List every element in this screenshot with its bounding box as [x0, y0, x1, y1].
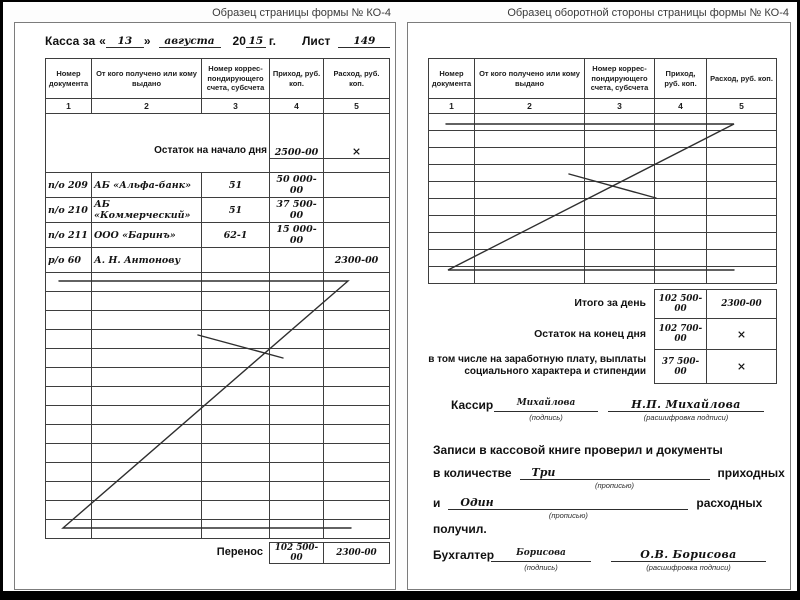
received-text: получил. [433, 522, 487, 536]
col-header-prihod: Приход, руб. коп. [655, 59, 707, 99]
verify-statement: Записи в кассовой книге проверил и документы [433, 443, 723, 457]
total-day-label: Итого за день [574, 297, 646, 309]
empty-row [46, 425, 390, 444]
closing-balance-label: Остаток на конец дня [534, 328, 646, 340]
kassa-date-line [45, 34, 390, 48]
empty-row [46, 482, 390, 501]
propisyu-caption: (прописью) [548, 511, 588, 520]
payee: АБ «Коммерческий» [92, 198, 202, 223]
table-row [46, 248, 390, 273]
perenos-label: Перенос [216, 546, 263, 558]
header-row [429, 59, 777, 99]
col-header-prihod: Приход, руб. коп. [270, 59, 324, 99]
col-header-payee: От кого получено или кому выдано [475, 59, 585, 99]
empty-row [46, 520, 390, 539]
opening-balance-row [46, 114, 390, 159]
prihod: 37 500-00 [270, 198, 324, 223]
col-num-1: 1 [46, 99, 92, 114]
doc-number: п/о 210 [46, 198, 92, 223]
list-label: Лист [302, 34, 331, 48]
kassa-day-value: 13 [106, 35, 144, 48]
perenos-rashod: 2300-00 [324, 543, 390, 564]
empty-row [46, 349, 390, 368]
doc-number: р/о 60 [46, 248, 92, 273]
col-num-2: 2 [92, 99, 202, 114]
incoming-suffix: приходных [717, 466, 785, 480]
and-label: и [433, 496, 441, 510]
closing-balance-cross: × [707, 319, 777, 350]
empty-row [429, 233, 777, 250]
empty-row [46, 444, 390, 463]
empty-row [429, 182, 777, 199]
total-day-prihod: 102 500-00 [655, 290, 707, 319]
year-suffix: г. [268, 34, 277, 48]
payee: АБ «Альфа-банк» [92, 173, 202, 198]
closing-balance-amount: 102 700-00 [655, 319, 707, 350]
column-number-row [46, 99, 390, 114]
propisyu-caption: (прописью) [594, 481, 635, 490]
col-num-5: 5 [707, 99, 777, 114]
col-num-2: 2 [475, 99, 585, 114]
perenos-prihod: 102 500-00 [270, 543, 324, 564]
col-num-4: 4 [655, 99, 707, 114]
outgoing-count-row [433, 496, 762, 520]
cashier-name: Н.П. Михайлова [608, 398, 764, 412]
accountant-signature: Борисова [491, 548, 591, 562]
empty-row [429, 114, 777, 131]
opening-balance-cross: × [324, 114, 390, 159]
empty-row [429, 250, 777, 267]
opening-balance-amount: 2500-00 [270, 114, 324, 159]
quantity-label: в количестве [433, 466, 512, 480]
form-page-back [407, 22, 791, 590]
empty-row [429, 165, 777, 182]
perenos-cells [269, 542, 390, 564]
empty-row [46, 273, 390, 292]
totals-cells [654, 289, 777, 384]
table-row [46, 198, 390, 223]
account: 62-1 [202, 223, 270, 248]
prihod [270, 248, 324, 273]
empty-row [429, 131, 777, 148]
account: 51 [202, 198, 270, 223]
col-header-rashod: Расход, руб. коп. [707, 59, 777, 99]
opening-balance-label: Остаток на начало дня [46, 114, 270, 173]
empty-row [429, 216, 777, 233]
cashier-signature-row [451, 398, 764, 422]
doc-number: п/о 211 [46, 223, 92, 248]
col-header-account: Номер коррес- пондирующего счета, субсчета [585, 59, 655, 99]
table-row [46, 173, 390, 198]
empty-row [46, 311, 390, 330]
col-num-1: 1 [429, 99, 475, 114]
list-number-value: 149 [338, 35, 390, 48]
empty-row [429, 267, 777, 284]
total-day-rashod: 2300-00 [707, 290, 777, 319]
empty-row [46, 330, 390, 349]
empty-row [46, 406, 390, 425]
signature-caption: (подпись) [529, 413, 563, 422]
payee: А. Н. Антонову [92, 248, 202, 273]
empty-row [429, 199, 777, 216]
col-num-4: 4 [270, 99, 324, 114]
empty-row [46, 292, 390, 311]
salary-amount: 37 500-00 [655, 350, 707, 384]
prihod: 50 000-00 [270, 173, 324, 198]
cash-table-back [428, 58, 777, 284]
column-number-row [429, 99, 777, 114]
col-header-doc: Номер документа [46, 59, 92, 99]
open-quote: « [99, 34, 106, 48]
empty-row [46, 387, 390, 406]
including-salary-label: в том числе на заработную плату, выплаты социального характера и стипендии [428, 354, 646, 377]
kassa-month-value: августа [159, 35, 221, 48]
cash-table-front [45, 58, 390, 539]
doc-number: п/о 209 [46, 173, 92, 198]
col-num-3: 3 [202, 99, 270, 114]
empty-row [46, 463, 390, 482]
kassa-label: Касса за [45, 34, 96, 48]
accountant-label: Бухгалтер [433, 548, 495, 562]
payee: ООО «Баринъ» [92, 223, 202, 248]
year-century: 20 [232, 34, 246, 48]
empty-row [46, 368, 390, 387]
rashod [324, 173, 390, 198]
header-row [46, 59, 390, 99]
form-page-front [14, 22, 396, 590]
account: 51 [202, 173, 270, 198]
col-header-payee: От кого получено или кому выдано [92, 59, 202, 99]
name-caption: (расшифровка подписи) [646, 563, 731, 572]
outgoing-count-value: Один [448, 496, 688, 510]
col-num-5: 5 [324, 99, 390, 114]
outgoing-suffix: расходных [696, 496, 763, 510]
prihod: 15 000-00 [270, 223, 324, 248]
name-caption: (расшифровка подписи) [643, 413, 729, 422]
incoming-count-row [433, 466, 785, 490]
rashod [324, 198, 390, 223]
accountant-signature-row [433, 548, 766, 572]
col-num-3: 3 [585, 99, 655, 114]
col-header-doc: Номер документа [429, 59, 475, 99]
empty-row [46, 501, 390, 520]
right-page-caption: Образец оборотной стороны страницы формы № КО-4 [507, 7, 789, 19]
account [202, 248, 270, 273]
cashier-label: Кассир [451, 398, 494, 412]
close-quote: » [143, 34, 151, 48]
empty-row [429, 148, 777, 165]
signature-caption: (подпись) [524, 563, 558, 572]
salary-cross: × [707, 350, 777, 384]
rashod: 2300-00 [324, 248, 390, 273]
scanned-sheet [3, 2, 797, 591]
col-header-rashod: Расход, руб. коп. [324, 59, 390, 99]
rashod [324, 223, 390, 248]
table-row [46, 223, 390, 248]
left-page-caption: Образец страницы формы № КО-4 [212, 7, 391, 19]
col-header-account: Номер коррес- пондирующего счета, субсчета [202, 59, 270, 99]
incoming-count-value: Три [520, 466, 710, 480]
cashier-signature: Михайлова [494, 398, 598, 412]
kassa-year-value: 15 [246, 35, 266, 48]
accountant-name: О.В. Борисова [611, 548, 766, 562]
